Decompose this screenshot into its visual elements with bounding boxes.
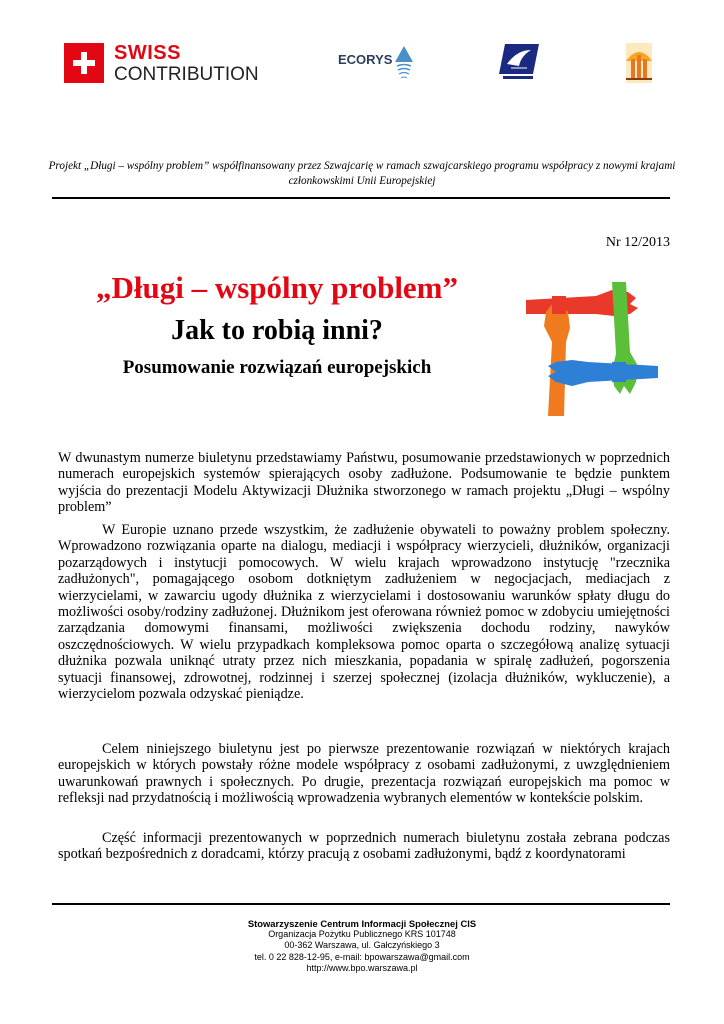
body-paragraph-3: Celem niniejszego biuletynu jest po pierwsze prezentowanie rozwiązań w niektórych krajach europejskich w których powstały różne modele współpracy z osobami zadłużonymi, z uwzględnieniem uwarunkowań prawnych i społecznych. Po drugie, prezentacja rozwiązań europejskich ma pomoc w refleksji nad przydatnością i możliwością wprowadzenia wybranych elementów w kontekście polskim.	[58, 741, 670, 807]
swiss-cross-icon	[64, 43, 104, 83]
body-paragraph-2: W Europie uznano przede wszystkim, że zadłużenie obywateli to poważny problem społeczny. Wprowadzono rozwiązania oparte na dialogu, mediacji i współpracy wierzycieli, dłużników, organizacji pozarządowych i instytucji pomocowych. W wielu krajach wprowadzono instytucję "rzecznika zadłużonych", pomagającego osobom dotkniętym zadłużeniem w negocjacjach, mediacjach z wierzycielami, w zawarciu ugody dłużnika z wierzycielami i dostosowaniu warunków spłaty długu do możliwości osoby/rodziny zadłużonej. Dłużnikom jest oferowana również pomoc w zdobyciu umiejętności zarządzania domowymi finansami, możliwości zwiększenia dochodu rodziny, nawyków oszczędnościowych. W wielu przypadkach kompleksowa pomoc oparta o szczegółową analizę sytuacji dłużnika pozwala uniknąć utraty przez nich mieszkania, popadania w spiralę zadłużeń, pogorszenia sytuacji finansowej, zdrowotnej, rodzinnej i szerzej społecznej (izolacja dłużników, wykluczenie), a wierzycielom pozwala odzyskać pieniądze.	[58, 522, 670, 703]
ecorys-logo-text: ECORYS	[338, 52, 393, 67]
project-funding-note: Projekt „Długi – wspólny problem” współfinansowany przez Szwajcarię w ramach szwajcarskiego programu współpracy z nowymi krajami członkowskimi Unii Europejskiej	[48, 160, 676, 187]
tower-emblem-icon	[624, 41, 654, 85]
swiss-logo-line2: CONTRIBUTION	[114, 64, 259, 85]
footer-website-link[interactable]: http://www.bpo.warszawa.pl	[306, 962, 418, 973]
ecorys-logo	[338, 45, 418, 85]
footer-address: 00-362 Warszawa, ul. Gałczyńskiego 3	[284, 940, 440, 951]
joined-hands-icon	[526, 282, 658, 416]
main-title: „Długi – wspólny problem”	[95, 270, 459, 305]
footer	[160, 918, 564, 974]
bird-emblem-icon	[497, 42, 541, 82]
issue-number: Nr 12/2013	[605, 235, 670, 250]
swiss-contribution-logo	[64, 43, 264, 85]
sub-title: Jak to robią inni?	[171, 315, 383, 346]
footer-contact[interactable]: tel. 0 22 828-12-95, e-mail: bpowarszawa@gmail.com	[254, 951, 470, 962]
ecorys-triangle-icon	[394, 45, 414, 83]
footer-divider	[52, 903, 670, 905]
body-paragraph-1: W dwunastym numerze biuletynu przedstawiamy Państwu, posumowanie przedstawionych w poprzednich numerach europejskich systemów spierających osoby zadłużone. Podsumowanie te będzie punktem wyjścia do prezentacji Modelu Aktywizacji Dłużnika stworzonego w ramach projektu „Długi – wspólny problem”	[58, 450, 670, 516]
body-paragraph-4: Część informacji prezentowanych w poprzednich numerach biuletynu została zebrana podczas spotkań bezpośrednich z doradcami, którzy pracują z osobami zadłużonymi, bądź z koordynatorami	[58, 830, 670, 863]
swiss-logo-line1: SWISS	[114, 42, 181, 64]
header-divider	[52, 197, 670, 199]
footer-org-status: Organizacja Pożytku Publicznego KRS 101748	[268, 929, 456, 940]
section-subtitle: Posumowanie rozwiązań europejskich	[122, 357, 432, 378]
footer-org-name: Stowarzyszenie Centrum Informacji Społecznej CIS	[247, 918, 477, 929]
